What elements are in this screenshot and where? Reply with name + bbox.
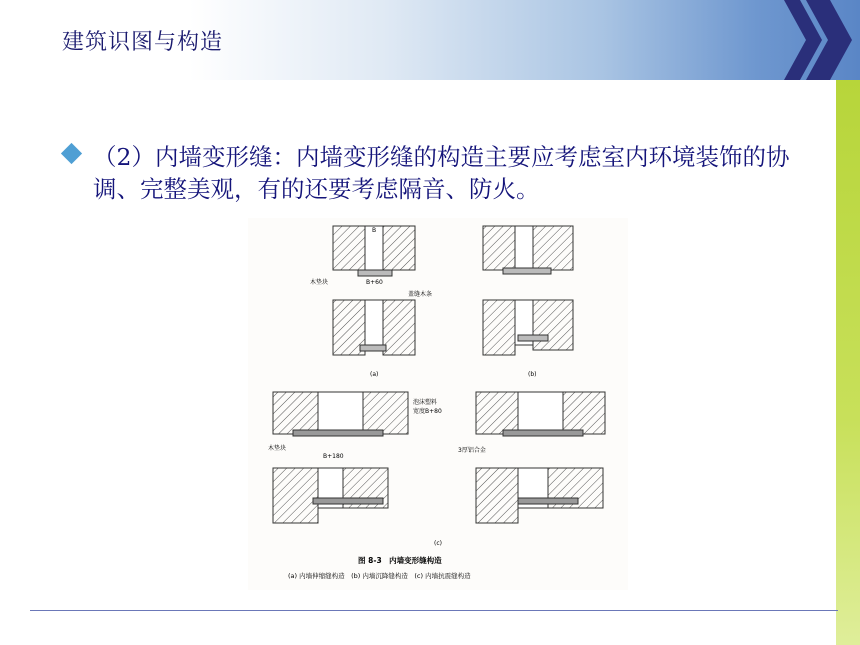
detail-c-left-lower <box>273 468 388 523</box>
side-accent-bar <box>836 80 860 645</box>
footer-divider <box>30 610 838 611</box>
label-aluminum: 3厚铝合金 <box>458 447 486 454</box>
label-b: B <box>372 227 377 234</box>
label-wood-block: 木垫块 <box>310 279 329 286</box>
body-paragraph: （2）内墙变形缝：内墙变形缝的构造主要应考虑室内环境装饰的协调、完整美观，有的还要考虑隔音、防火。 <box>93 143 790 203</box>
label-foam: 泡沫塑料 <box>413 399 438 406</box>
label-cover-strip: 盖缝木条 <box>408 291 433 298</box>
detail-c-right-lower <box>476 468 603 523</box>
detail-c-right-upper <box>476 392 605 436</box>
diamond-bullet-icon <box>61 143 82 164</box>
wall-joint-figure <box>248 218 628 590</box>
label-foam-width: 宽度B+80 <box>413 408 442 415</box>
figure-subcaption: (a) 内墙伸缩缝构造 (b) 内墙沉降缝构造 (c) 内墙抗震缝构造 <box>288 572 471 580</box>
label-c-wood-block: 木垫块 <box>268 445 287 452</box>
figure-caption: 图 8-3 内墙变形缝构造 <box>358 556 442 565</box>
detail-b-upper <box>483 226 573 274</box>
label-a: (a) <box>370 371 379 378</box>
chevron-arrow-icon <box>0 0 860 80</box>
header-banner <box>0 0 860 80</box>
slide-title: 建筑识图与构造 <box>62 30 224 55</box>
label-c: (c) <box>434 540 442 547</box>
label-b-caption: (b) <box>528 371 537 378</box>
detail-c-left-upper <box>273 392 408 436</box>
label-b180: B+180 <box>323 453 344 460</box>
label-b60: B+60 <box>366 279 383 286</box>
detail-a-lower <box>333 300 415 355</box>
detail-b-lower <box>483 300 573 355</box>
